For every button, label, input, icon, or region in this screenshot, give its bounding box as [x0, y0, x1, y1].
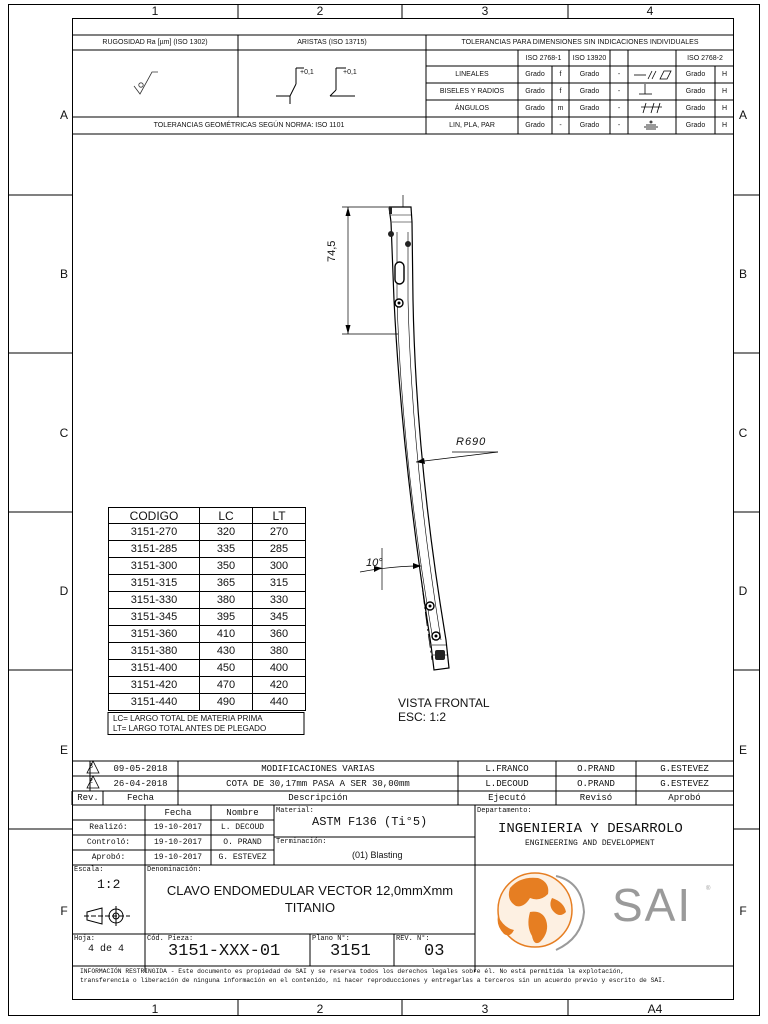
- revision-date: 09-05-2018: [113, 763, 168, 774]
- tolerance-v1-1: f: [559, 88, 562, 95]
- tolerance-g1-3: Grado: [525, 122, 545, 129]
- lc-cell: 395: [200, 609, 253, 626]
- lt-cell: 360: [253, 626, 306, 643]
- tolerance-v3-1: H: [721, 88, 728, 95]
- tolerance-v1-3: -: [559, 122, 562, 129]
- tolerance-v3-0: H: [721, 71, 728, 78]
- rev-2-marker: 2: [89, 778, 93, 785]
- tolerance-g3-0: Grado: [685, 71, 706, 78]
- code-cell: 3151-270: [109, 524, 200, 541]
- lt-cell: 400: [253, 660, 306, 677]
- code-cell: 3151-285: [109, 541, 200, 558]
- registered-mark: ®: [706, 886, 711, 892]
- rev-header: Rev.: [77, 793, 99, 803]
- nombre-label: Nombre: [226, 808, 259, 818]
- table-row: [109, 541, 306, 558]
- code-cell: 3151-380: [109, 643, 200, 660]
- lc-cell: 490: [200, 694, 253, 711]
- edges-title: ARISTAS (ISO 13715): [297, 39, 367, 46]
- tolerance-g2-1: Grado: [579, 88, 600, 95]
- revision-date: 26-04-2018: [113, 778, 168, 789]
- realizo-name: L. DECOUD: [220, 823, 265, 832]
- revision-header-row: [73, 791, 733, 805]
- tolerance-g1-0: Grado: [525, 71, 545, 78]
- scale-label: Escala:: [74, 866, 104, 874]
- code-table: [108, 507, 306, 711]
- roughness-title: RUGOSIDAD Ra [µm] (ISO 1302): [102, 39, 208, 46]
- tolerance-label-0: LINEALES: [455, 71, 489, 78]
- lc-header: LC: [200, 508, 253, 524]
- lc-cell: 450: [200, 660, 253, 677]
- code-cell: 3151-400: [109, 660, 200, 677]
- revision-checked: O.PRAND: [577, 763, 615, 774]
- zone-col-1-top: 1: [151, 4, 159, 18]
- table-row: [109, 694, 306, 711]
- zone-row-d-left: D: [59, 584, 69, 598]
- denomination-line-2: TITANIO: [284, 899, 336, 915]
- code-cell: 3151-315: [109, 575, 200, 592]
- iso-13920: ISO 13920: [572, 54, 607, 62]
- fecha-label: Fecha: [164, 808, 192, 818]
- zone-row-b-right: B: [738, 267, 747, 281]
- realizo-date: 19-10-2017: [153, 823, 202, 832]
- rev-by-header: Ejecutó: [488, 793, 526, 803]
- code-header: CODIGO: [109, 508, 200, 524]
- lt-cell: 440: [253, 694, 306, 711]
- lt-cell: 285: [253, 541, 306, 558]
- aprobo-date: 19-10-2017: [153, 853, 202, 862]
- table-row: [109, 677, 306, 694]
- table-row: [109, 558, 306, 575]
- rev-3-marker: 3: [89, 763, 93, 770]
- lc-cell: 380: [200, 592, 253, 609]
- sheet-value: 4 de 4: [88, 944, 125, 955]
- code-note-1: LC= LARGO TOTAL DE MATERIA PRIMA: [113, 714, 263, 723]
- edge-value-2: +0,1: [343, 69, 357, 76]
- table-row: [109, 660, 306, 677]
- iso-2768-2: ISO 2768-2: [687, 54, 723, 62]
- part-number: 3151-XXX-01: [168, 942, 281, 961]
- rev-number-label: REV. N°:: [396, 935, 430, 943]
- plan-label: Plano N°:: [312, 935, 350, 943]
- zone-row-f-left: F: [60, 904, 68, 918]
- revision-approved: G.ESTEVEZ: [660, 763, 709, 774]
- department-en: ENGINEERING AND DEVELOPMENT: [525, 839, 655, 848]
- lt-cell: 300: [253, 558, 306, 575]
- controlo-name: O. PRAND: [223, 838, 262, 847]
- department-label: Departamento:: [477, 807, 532, 815]
- tolerances-title: TOLERANCIAS PARA DIMENSIONES SIN INDICACIONES INDIVIDUALES: [461, 39, 699, 46]
- disclaimer-line-2: transferencia o liberación de ninguna información en el contenido, ni hacer reproducciones y entregarlas a terceros sin un acuerdo previo y escrito de SAI.: [80, 977, 666, 984]
- material-value: ASTM F136 (Ti°5): [312, 815, 428, 829]
- zone-row-b-left: B: [59, 267, 68, 281]
- lt-header: LT: [253, 508, 306, 524]
- revision-row: [73, 776, 733, 791]
- table-row: [109, 626, 306, 643]
- lc-cell: 350: [200, 558, 253, 575]
- revision-desc: COTA DE 30,17mm PASA A SER 30,00mm: [226, 778, 410, 789]
- revision-approved: G.ESTEVEZ: [660, 778, 709, 789]
- denomination-line-1: CLAVO ENDOMEDULAR VECTOR 12,0mmXmm: [166, 882, 454, 898]
- view-title: VISTA FRONTAL: [398, 696, 490, 710]
- tolerance-g2-0: Grado: [579, 71, 600, 78]
- code-note-box: [106, 712, 308, 736]
- lt-cell: 380: [253, 643, 306, 660]
- view-scale: ESC: 1:2: [398, 710, 447, 724]
- tolerance-g2-3: Grado: [579, 122, 600, 129]
- code-cell: 3151-300: [109, 558, 200, 575]
- rev-date-header: Fecha: [126, 793, 154, 803]
- tolerance-v3-3: H: [721, 122, 728, 129]
- code-cell: 3151-440: [109, 694, 200, 711]
- lc-cell: 365: [200, 575, 253, 592]
- lc-cell: 320: [200, 524, 253, 541]
- sai-logo-text: SAI: [612, 879, 693, 931]
- department-value: INGENIERIA Y DESARROLO: [498, 821, 683, 837]
- sai-globe-logo-icon: [490, 868, 610, 958]
- tolerance-g1-2: Grado: [525, 105, 545, 112]
- tolerance-g2-2: Grado: [579, 105, 600, 112]
- table-row: [109, 592, 306, 609]
- table-row: [109, 524, 306, 541]
- rev-desc-header: Descripción: [288, 793, 348, 803]
- tolerance-v3-2: H: [721, 105, 728, 112]
- revision-checked: O.PRAND: [577, 778, 615, 789]
- zone-row-c-right: C: [738, 426, 748, 440]
- scale-value: 1:2: [97, 877, 121, 892]
- zone-row-a-left: A: [59, 108, 68, 122]
- zone-col-2-top: 2: [316, 4, 324, 18]
- tolerance-g3-1: Grado: [685, 88, 706, 95]
- revision-row: [73, 761, 733, 776]
- zone-row-e-left: E: [59, 743, 68, 757]
- lt-cell: 270: [253, 524, 306, 541]
- lt-cell: 345: [253, 609, 306, 626]
- lc-cell: 410: [200, 626, 253, 643]
- lt-cell: 315: [253, 575, 306, 592]
- lc-cell: 335: [200, 541, 253, 558]
- zone-col-3-top: 3: [481, 4, 489, 18]
- controlo-label: Controló:: [86, 838, 131, 847]
- code-cell: 3151-420: [109, 677, 200, 694]
- table-row: [109, 643, 306, 660]
- material-label: Material:: [276, 807, 314, 815]
- lt-cell: 420: [253, 677, 306, 694]
- edge-value-1: +0,1: [300, 69, 314, 76]
- tolerance-label-2: ÁNGULOS: [454, 105, 490, 112]
- tolerance-v1-0: f: [559, 71, 562, 78]
- code-cell: 3151-345: [109, 609, 200, 626]
- tolerance-v2-3: -: [617, 122, 621, 129]
- denomination-label: Denominación:: [147, 866, 202, 874]
- rev-checked-header: Revisó: [579, 793, 613, 803]
- realizo-label: Realizó:: [89, 823, 128, 832]
- zone-col-2-bottom: 2: [316, 1002, 324, 1016]
- table-row: [109, 575, 306, 592]
- paper-size: A4: [647, 1002, 663, 1016]
- rev-approved-header: Aprobó: [668, 793, 701, 803]
- tolerance-g3-3: Grado: [685, 122, 706, 129]
- zone-col-4-top: 4: [646, 4, 654, 18]
- tolerance-v2-0: -: [617, 71, 621, 78]
- zone-row-f-right: F: [739, 904, 747, 918]
- lt-cell: 330: [253, 592, 306, 609]
- tolerance-v2-2: -: [617, 105, 621, 112]
- rev-number: 03: [424, 942, 445, 961]
- part-label: Cód. Pieza:: [147, 935, 194, 943]
- revision-desc: MODIFICACIONES VARIAS: [261, 763, 375, 774]
- projection-symbol-icon: [84, 904, 132, 928]
- angle-label: 10°: [366, 557, 383, 569]
- zone-col-3-bottom: 3: [481, 1002, 489, 1016]
- plan-number: 3151: [330, 942, 371, 961]
- finish-label: Terminación:: [276, 838, 327, 846]
- zone-row-e-right: E: [738, 743, 747, 757]
- zone-row-d-right: D: [738, 584, 748, 598]
- lc-cell: 430: [200, 643, 253, 660]
- iso-2768-1: ISO 2768-1: [525, 54, 562, 62]
- lc-cell: 470: [200, 677, 253, 694]
- code-note-2: LT= LARGO TOTAL ANTES DE PLEGADO: [113, 724, 267, 733]
- table-row: [109, 609, 306, 626]
- aprobo-label: Aprobó:: [91, 853, 126, 862]
- zone-row-a-right: A: [738, 108, 747, 122]
- tolerance-label-1: BISELES Y RADIOS: [439, 88, 505, 95]
- revision-by: L.FRANCO: [485, 763, 529, 774]
- disclaimer-line-1: INFORMACIÓN RESTRINGIDA - Este documento es propiedad de SAI y se reserva todos los derechos legales sobre él. No está permitida la explotación,: [80, 968, 625, 975]
- tolerance-v1-2: m: [557, 105, 564, 112]
- zone-row-c-left: C: [59, 426, 69, 440]
- revision-by: L.DECOUD: [485, 778, 529, 789]
- dimension-length: 74,5: [326, 240, 338, 262]
- zone-col-1-bottom: 1: [151, 1002, 159, 1016]
- controlo-date: 19-10-2017: [153, 838, 202, 847]
- finish-value: (01) Blasting: [352, 850, 403, 860]
- sheet-label: Hoja:: [74, 935, 96, 943]
- code-cell: 3151-330: [109, 592, 200, 609]
- tolerance-label-3: LIN, PLA, PAR: [449, 122, 495, 129]
- aprobo-name: G. ESTEVEZ: [218, 853, 267, 862]
- tolerance-v2-1: -: [617, 88, 621, 95]
- radius-label: R690: [456, 436, 487, 448]
- code-cell: 3151-360: [109, 626, 200, 643]
- tolerance-g1-1: Grado: [525, 88, 545, 95]
- geometric-tolerance-title: TOLERANCIAS GEOMÉTRICAS SEGÚN NORMA: ISO 1101: [153, 122, 345, 129]
- tolerance-g3-2: Grado: [685, 105, 706, 112]
